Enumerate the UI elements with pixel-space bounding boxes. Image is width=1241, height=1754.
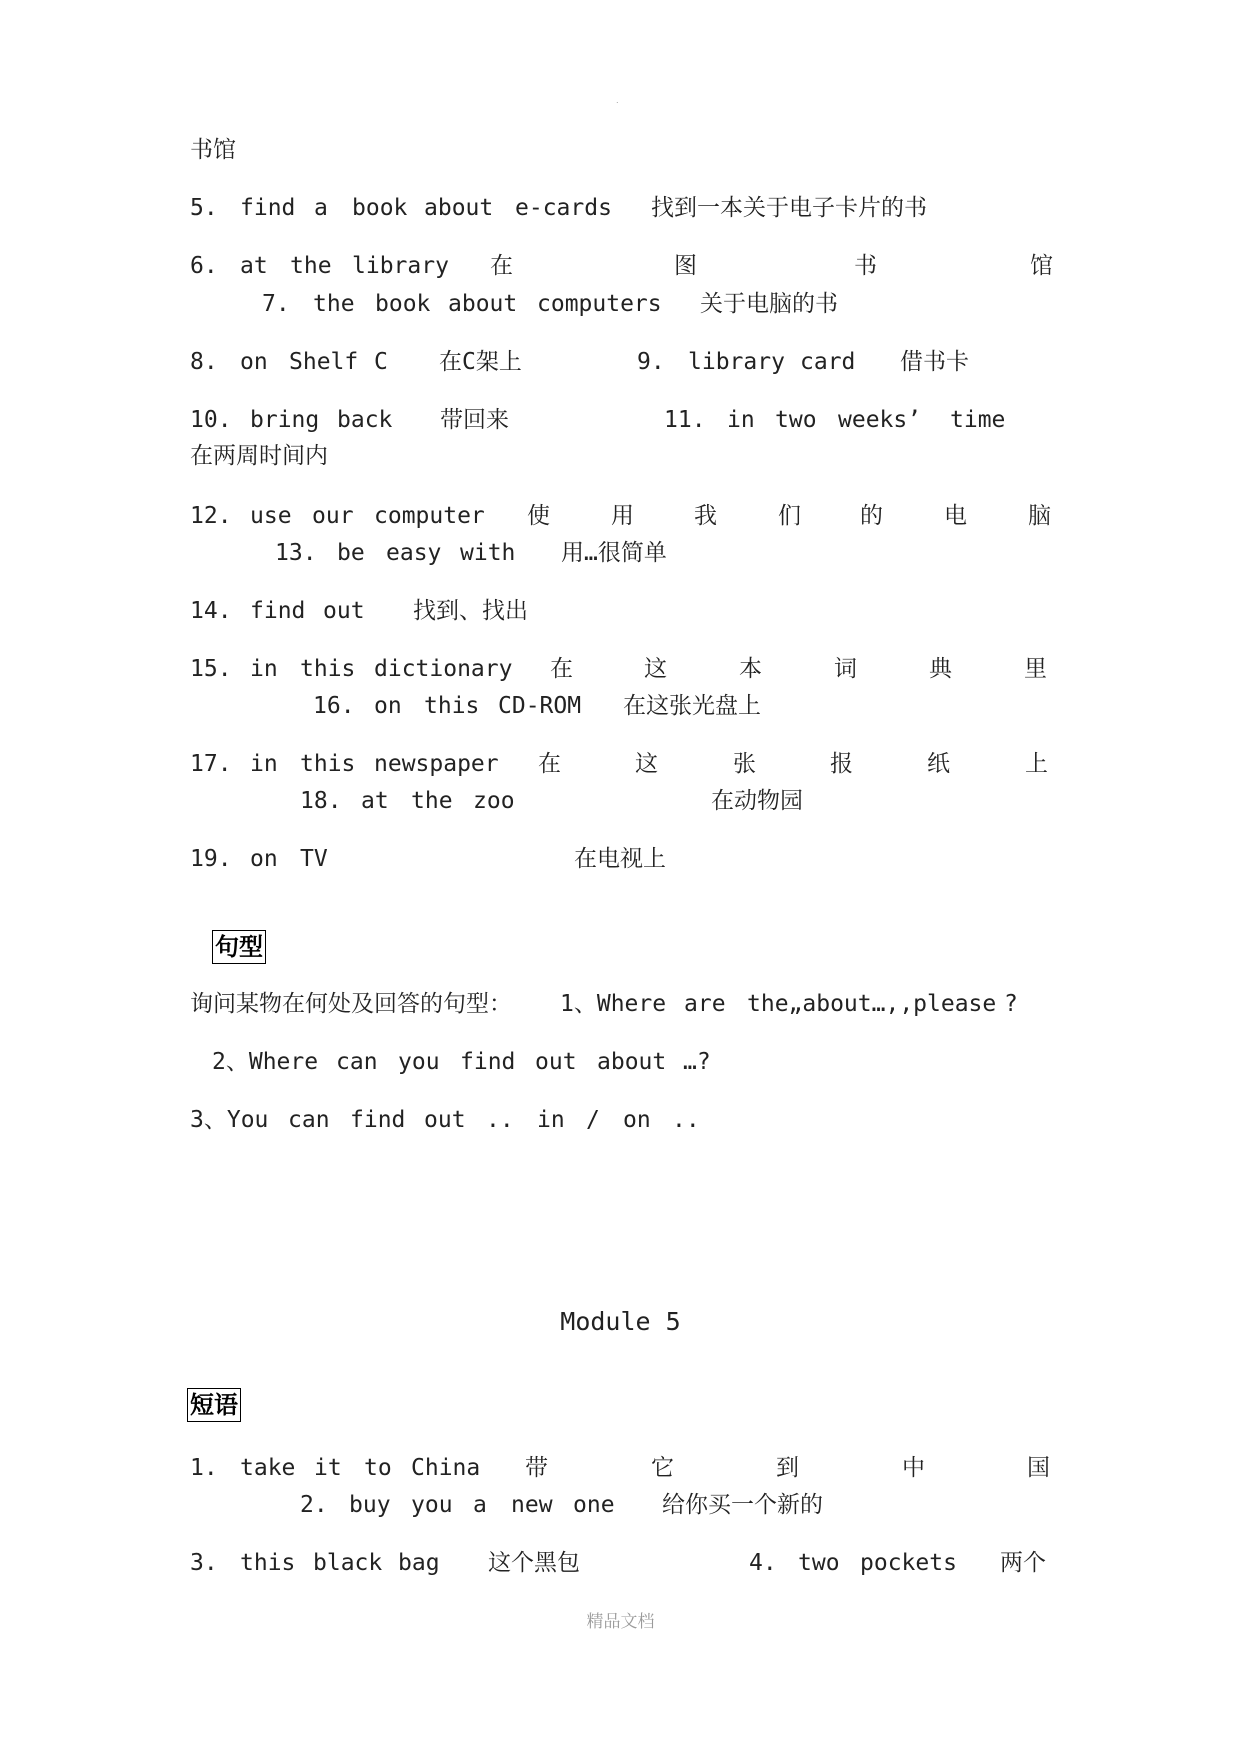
word: 2. <box>300 1492 328 1518</box>
word: 3、You <box>190 1107 269 1133</box>
word: 在 <box>490 253 513 279</box>
word: use <box>250 503 292 529</box>
word: Shelf <box>289 349 359 375</box>
word: .. <box>486 1107 514 1133</box>
word: bag <box>398 1550 440 1576</box>
word: 国 <box>1027 1455 1050 1481</box>
word: find <box>250 598 306 624</box>
word: …? <box>683 1049 711 1075</box>
word: find <box>240 195 296 221</box>
word: our <box>312 503 354 529</box>
word: 在 <box>550 656 573 682</box>
word: about <box>597 1049 667 1075</box>
word: 用…很简单 <box>561 540 667 566</box>
word: 3. <box>190 1550 218 1576</box>
word: 带 <box>525 1455 548 1481</box>
word: back <box>337 407 393 433</box>
word: 15. <box>190 656 232 682</box>
word: TV <box>300 846 328 872</box>
word: a <box>473 1492 487 1518</box>
word: 13. <box>275 540 317 566</box>
word: 我 <box>694 503 717 529</box>
word: one <box>573 1492 615 1518</box>
word: 找到一本关于电子卡片的书 <box>651 195 927 221</box>
word: 1. <box>190 1455 218 1481</box>
word: in <box>727 407 755 433</box>
word: 19. <box>190 846 232 872</box>
word: the <box>411 788 453 814</box>
word: 9. <box>637 349 665 375</box>
word: on <box>374 693 402 719</box>
word: 这个黑包 <box>488 1550 580 1576</box>
word: computers <box>537 291 662 317</box>
word: are <box>684 991 726 1017</box>
word: CD-ROM <box>498 693 582 719</box>
word: .. <box>672 1107 700 1133</box>
word: with <box>460 540 516 566</box>
word: 在电视上 <box>574 846 666 872</box>
word: this <box>300 751 356 777</box>
word: two <box>798 1550 840 1576</box>
word: 6. <box>190 253 218 279</box>
section-heading-phrases: 短语 <box>187 1388 241 1422</box>
word: on <box>240 349 268 375</box>
word: 这 <box>644 656 667 682</box>
word: be <box>337 540 365 566</box>
word: 2、Where <box>212 1049 319 1075</box>
word: 馆 <box>1030 253 1053 279</box>
word: it <box>314 1455 342 1481</box>
word: black <box>313 1550 383 1576</box>
section-heading-sentence-patterns: 句型 <box>212 930 266 964</box>
word: 带回来 <box>440 407 509 433</box>
word: card <box>800 349 856 375</box>
word: in <box>250 656 278 682</box>
word: zoo <box>473 788 515 814</box>
word: out <box>535 1049 577 1075</box>
word: bring <box>250 407 320 433</box>
word: book <box>375 291 431 317</box>
word: 的 <box>860 503 883 529</box>
word: two <box>775 407 817 433</box>
word: on <box>250 846 278 872</box>
word: China <box>411 1455 481 1481</box>
word: 7. <box>262 291 290 317</box>
word: 里 <box>1024 656 1047 682</box>
word: 图 <box>674 253 697 279</box>
word: at <box>361 788 389 814</box>
word: 1、Where <box>560 991 667 1017</box>
word: take <box>240 1455 296 1481</box>
footer-watermark: 精品文档 <box>586 1612 655 1632</box>
word: 在动物园 <box>711 788 803 814</box>
word: 张 <box>733 751 756 777</box>
word: 使 <box>527 503 550 529</box>
header-dot: . <box>616 96 619 105</box>
word: at <box>240 253 268 279</box>
word: 纸 <box>927 751 950 777</box>
word: easy <box>386 540 442 566</box>
word: 8. <box>190 349 218 375</box>
word: 借书卡 <box>900 349 969 375</box>
word: 在两周时间内 <box>190 443 328 469</box>
word: 18. <box>300 788 342 814</box>
word: find <box>350 1107 406 1133</box>
word: dictionary <box>374 656 513 682</box>
word: 本 <box>739 656 762 682</box>
word: on <box>623 1107 651 1133</box>
word: computer <box>374 503 485 529</box>
word: the„about…,,please <box>747 991 997 1017</box>
word: 电 <box>944 503 967 529</box>
word: 找到、找出 <box>413 598 528 624</box>
word: about <box>448 291 518 317</box>
word: 词 <box>834 656 857 682</box>
word: 14. <box>190 598 232 624</box>
word: 11. <box>664 407 706 433</box>
word: 两个 <box>1000 1550 1046 1576</box>
word: 10. <box>190 407 232 433</box>
word: in <box>250 751 278 777</box>
word: in <box>537 1107 565 1133</box>
word: to <box>364 1455 392 1481</box>
word: / <box>586 1107 600 1133</box>
word: 这 <box>635 751 658 777</box>
word: you <box>398 1049 440 1075</box>
word: 们 <box>778 503 801 529</box>
word: 关于电脑的书 <box>700 291 838 317</box>
word: C <box>374 349 388 375</box>
word: 16. <box>313 693 355 719</box>
word: this <box>240 1550 296 1576</box>
word: find <box>460 1049 516 1075</box>
word: e-cards <box>515 195 612 221</box>
word: out <box>323 598 365 624</box>
word: weeks’ <box>838 407 922 433</box>
word: the <box>290 253 332 279</box>
word: a <box>314 195 328 221</box>
word: buy <box>349 1492 391 1518</box>
word: 给你买一个新的 <box>662 1492 823 1518</box>
word: 12. <box>190 503 232 529</box>
word: 用 <box>611 503 634 529</box>
word: 17. <box>190 751 232 777</box>
word: can <box>288 1107 330 1133</box>
word: library <box>352 253 449 279</box>
word: you <box>411 1492 453 1518</box>
word: 它 <box>651 1455 674 1481</box>
word: book <box>352 195 408 221</box>
word: 中 <box>902 1455 925 1481</box>
word: time <box>950 407 1006 433</box>
word: this <box>424 693 480 719</box>
word: can <box>336 1049 378 1075</box>
word: about <box>424 195 494 221</box>
word: 到 <box>776 1455 799 1481</box>
word: 典 <box>929 656 952 682</box>
word: 在C架上 <box>439 349 522 375</box>
word: 5. <box>190 195 218 221</box>
word: new <box>511 1492 553 1518</box>
word: library <box>688 349 785 375</box>
word: out <box>424 1107 466 1133</box>
word: ? <box>1004 991 1018 1017</box>
word: 询问某物在何处及回答的句型： <box>190 991 512 1017</box>
word: 上 <box>1025 751 1048 777</box>
word: pockets <box>860 1550 957 1576</box>
word: 4. <box>749 1550 777 1576</box>
word: the <box>313 291 355 317</box>
word: 书 <box>854 253 877 279</box>
word: 脑 <box>1028 503 1051 529</box>
word: 书馆 <box>190 137 236 163</box>
word: 在这张光盘上 <box>623 693 761 719</box>
word: this <box>300 656 356 682</box>
word: 在 <box>538 751 561 777</box>
word: newspaper <box>374 751 499 777</box>
word: 报 <box>830 751 853 777</box>
module-title: Module 5 <box>560 1307 681 1336</box>
